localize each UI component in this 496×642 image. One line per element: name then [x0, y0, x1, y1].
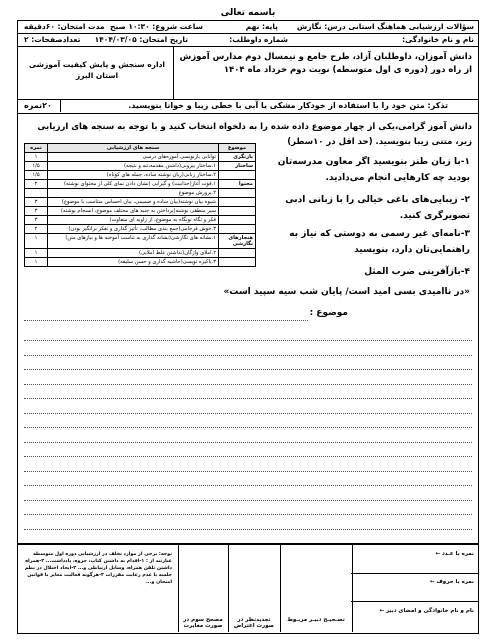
rubric-criteria-cell: ۲.املای واژگان(نداشتن غلط املایی)	[48, 249, 219, 258]
student-name-field[interactable]: نام و نام خانوادگی:	[402, 35, 474, 44]
rubric-row	[25, 249, 256, 258]
rubric-row	[25, 171, 256, 180]
rubric-criteria-cell: توانایی بازنویسی آموزه‌های درسی	[48, 153, 219, 162]
rubric-score-cell: ۳	[25, 207, 48, 216]
rubric-row	[25, 234, 256, 249]
seat-number-field[interactable]: شماره داوطلب:	[229, 35, 288, 44]
question-4: ۴-بازآفرینی ضرب المثل	[364, 267, 470, 277]
score-number-field[interactable]: نمره با عـدد ←	[435, 551, 474, 557]
exam-description: دانش آموزان، داوطلبان آزاد، طرح جامع و نیمسال دوم مدارس آموزش از راه دور (دوره ی اول متوسطه) نوبت دوم خرداد ماه ۱۴۰۴	[179, 52, 472, 75]
exam-header	[17, 20, 479, 100]
rubric-score-cell: ۱	[25, 258, 48, 267]
rubric-table	[24, 143, 256, 267]
violation-notice: توجه: برخی از موارد تخلف در ارزشیابی دوره اول متوسطه عبارتند از : ۱-اقدام به داشتن کتاب، جزوه، یادداشت... ۲-همراه داشتن تلفن همراه، وسایل ارتباطی و... ۳-ایجاد اختلال در نظم جلسه یا عدم رعایت مقررات ۴-هرگونه فعالیت مغایر با قوانین امتحان و...	[24, 552, 172, 585]
answer-line[interactable]	[24, 456, 472, 457]
rubric-topic-cell: بازنگری	[219, 153, 256, 162]
rubric-topic-cell	[219, 189, 256, 198]
header-row-2	[18, 34, 478, 47]
answer-line[interactable]	[24, 355, 472, 356]
rubric-score-cell: ۱	[25, 249, 48, 258]
rubric-topic-cell	[219, 171, 256, 180]
answer-line[interactable]	[24, 442, 472, 443]
start-time: ساعت شروع: ۱۰:۳۰ صبح	[110, 22, 203, 31]
rubric-row	[25, 162, 256, 171]
note-text: تذکر: متن خود را با استفاده از خودکار مشکی یا آبی با خطی زیبا و خوانا بنویسید.	[128, 101, 448, 110]
exam-title: سؤالات ارزشیابی هماهنگ استانی درس: نگارش	[296, 22, 474, 31]
teacher-signature-field[interactable]: نام و نام خانوادگی و امضای دبیر ←	[379, 608, 474, 614]
rubric-criteria-cell: ۲.پرورش موضوع	[48, 189, 219, 198]
rubric-row	[25, 198, 256, 207]
answer-line[interactable]	[24, 514, 472, 515]
note-divider	[60, 100, 61, 112]
rubric-topic-cell: محتوا	[219, 180, 256, 189]
exam-date: تاریخ امتحان: ۱۴۰۴/۰۳/۰۵	[94, 35, 188, 44]
rubric-topic-cell: ساختار	[219, 162, 256, 171]
topic-line[interactable]	[24, 320, 308, 321]
rubric-criteria-cell: ۳.پاکیزه نویسی(حاشیه گذاری و حسن سلیقه)	[48, 258, 219, 267]
answer-line[interactable]	[24, 485, 472, 486]
rubric-topic-cell	[219, 249, 256, 258]
rubric-score-cell: ۱	[25, 234, 48, 249]
rubric-topic-cell	[219, 258, 256, 267]
rubric-row	[25, 258, 256, 267]
rubric-row	[25, 153, 256, 162]
rubric-score-cell: ۲	[25, 180, 48, 189]
rubric-criteria-cell: ۱.ساختار بیرونی(داشتن مقدمه،تنه و نتیجه)	[48, 162, 219, 171]
rubric-row	[25, 225, 256, 234]
rubric-criteria-cell: ۳.خوش فرجامی(جمع بندی مطالب، تأثیر گذاری و تفکر برانگیز بودن)	[48, 225, 219, 234]
rubric-criteria-cell: فکر و نگاه نونگاه به موضوع، از زاویه ای متفاوت)	[48, 216, 219, 225]
instructions: دانش آموز گرامی،یکی از چهار موضوع داده شده را به دلخواه انتخاب کنید و با توجه به سنجه های ارزیابی زیر، متنی زیبا بنویسید. (حد اقل در ۱۰سطر)	[37, 122, 472, 147]
grade: پایه: نهم	[245, 22, 278, 31]
rubric-row	[25, 216, 256, 225]
reexam-label: تجدیدنظر در صورت اعتراض	[234, 617, 274, 629]
rubric-topic-cell	[219, 225, 256, 234]
answer-line[interactable]	[24, 500, 472, 501]
rubric-header-criteria: سنجه های ارزشیابی	[48, 144, 219, 153]
rubric-topic-cell	[219, 216, 256, 225]
answer-line[interactable]	[24, 427, 472, 428]
rubric-header-topic: موضوع	[219, 144, 256, 153]
total-score: ۲۰نمره	[24, 101, 52, 110]
question-2: ۲- زیبایی‌های باغی خیالی را با زبانی ادبی تصویرگری کنید.	[285, 195, 470, 221]
answer-line[interactable]	[24, 384, 472, 385]
office-name: اداره سنجش و پایش کیفیت آموزشی استان البرز	[29, 60, 165, 80]
rubric-row	[25, 207, 256, 216]
rubric-topic-cell: هنجارهای نگارشی	[219, 234, 256, 249]
rubric-topic-cell	[219, 198, 256, 207]
rubric-score-cell: ۳	[25, 216, 48, 225]
rubric-criteria-cell: ۱.نشانه های نگارشی(نشانه گذاری به تناسب آموخته ها و نیازهای متن)	[48, 234, 219, 249]
approved-label: مصحح سوم در صورت مغایرت	[183, 617, 223, 629]
rubric-score-cell	[25, 189, 48, 198]
rubric-criteria-cell: ۲.ساختار زبانی(زبان نوشته ساده، جمله های کوتاه)	[48, 171, 219, 180]
answer-area	[17, 114, 479, 544]
score-letters-field[interactable]: نمره با حروف ←	[429, 579, 474, 585]
answer-line[interactable]	[24, 369, 472, 370]
header-row-1	[18, 21, 478, 34]
rubric-score-cell: ۲	[25, 225, 48, 234]
answer-line[interactable]	[24, 529, 472, 530]
page-title: باسمه تعالی	[220, 8, 276, 18]
reviewer-label: تصـحیـح دبیـر مربـوط	[287, 617, 345, 623]
rubric-topic-cell	[219, 207, 256, 216]
proverb: «در ناامیدی بسی امید است/ پایان شب سیه سپید است»	[223, 287, 470, 297]
rubric-criteria-cell: سیر منطقی نوشته(پرداختن به جنبه های مختلف موضوع، انسجام نوشته)	[48, 207, 219, 216]
question-3: ۳-نامه‌ای غیر رسمی به دوستی که نیاز به راهنمایی‌تان دارد، بنویسید	[289, 229, 470, 255]
question-1: ۱-با زبان طنز بنویسید اگر معاون مدرسه‌تان بودید چه کارهایی انجام می‌دادید.	[277, 157, 470, 183]
footer	[17, 544, 479, 634]
rubric-criteria-cell: شیوه بیان نوشته(بیان ساده و صمیمی، بیان احساس متناسب با موضوع)	[48, 198, 219, 207]
rubric-score-cell: ۱/۵	[25, 162, 48, 171]
rubric-score-cell: ۱/۵	[25, 171, 48, 180]
topic-label: موضوع :	[309, 308, 348, 318]
answer-line[interactable]	[24, 398, 472, 399]
rubric-row	[25, 189, 256, 198]
answer-line[interactable]	[24, 471, 472, 472]
rubric-score-cell: ۱	[25, 153, 48, 162]
page-count: تعدادصفحات: ۲	[24, 35, 81, 44]
rubric-row	[25, 180, 256, 189]
answer-line[interactable]	[24, 413, 472, 414]
rubric-header-score: نمره	[25, 144, 48, 153]
answer-line[interactable]	[24, 340, 472, 341]
rubric-score-cell: ۳	[25, 198, 48, 207]
rubric-criteria-cell: ۱.قوت آغاز(جذابیت) و گیرایی (نشان دادن تمای کلی از محتوای نوشته)	[48, 180, 219, 189]
note-row	[17, 100, 479, 114]
duration: مدت امتحان: ۶۰دقیقه	[24, 22, 105, 31]
